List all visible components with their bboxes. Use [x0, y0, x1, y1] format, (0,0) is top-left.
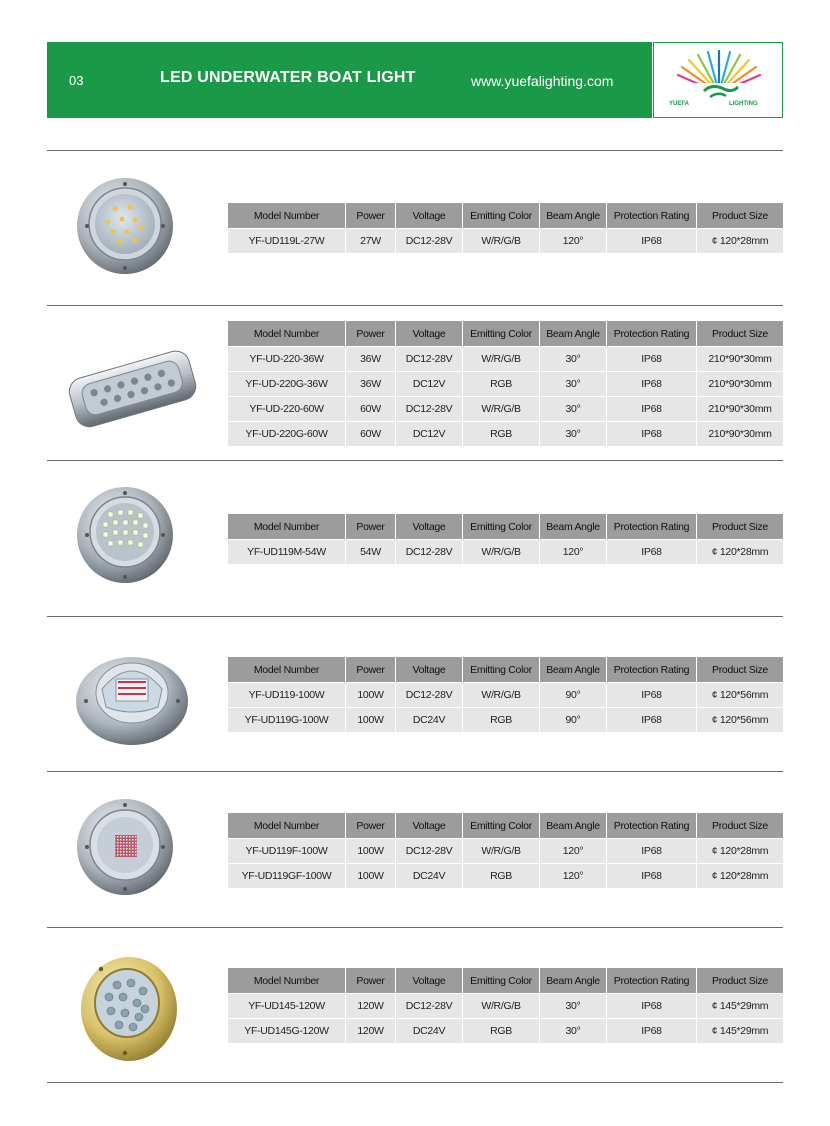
col-header: Protection Rating [607, 813, 697, 839]
cell-protection: IP68 [607, 229, 697, 254]
table-header-row [228, 321, 783, 347]
cell-model: YF-UD119F-100W [228, 839, 346, 864]
cell-voltage: DC12-28V [396, 994, 463, 1019]
table-header-row [228, 203, 783, 229]
cell-size: ¢ 145*29mm [697, 1019, 784, 1044]
cell-beam: 30° [540, 994, 607, 1019]
col-header: Beam Angle [540, 813, 607, 839]
logo-text-lighting: LIGHTING [729, 101, 758, 107]
cell-protection: IP68 [607, 540, 697, 565]
col-header: Power [346, 203, 396, 229]
cell-power: 60W [346, 397, 396, 422]
cell-model: YF-UD-220G-36W [228, 372, 346, 397]
col-header: Voltage [396, 514, 463, 540]
col-header: Model Number [228, 968, 346, 994]
cell-beam: 30° [540, 397, 607, 422]
cell-color: W/R/G/B [463, 683, 540, 708]
cell-voltage: DC12-28V [396, 229, 463, 254]
cell-voltage: DC12-28V [396, 839, 463, 864]
cell-voltage: DC24V [396, 864, 463, 889]
cell-voltage: DC12V [396, 372, 463, 397]
cell-model: YF-UD-220G-60W [228, 422, 346, 447]
cell-power: 100W [346, 839, 396, 864]
divider [47, 460, 783, 461]
col-header: Power [346, 968, 396, 994]
spec-table [228, 321, 783, 446]
cell-model: YF-UD119L-27W [228, 229, 346, 254]
col-header: Voltage [396, 321, 463, 347]
cell-size: ¢ 145*29mm [697, 994, 784, 1019]
cell-size: ¢ 120*28mm [697, 864, 784, 889]
cell-beam: 120° [540, 839, 607, 864]
cell-beam: 90° [540, 683, 607, 708]
divider [47, 150, 783, 151]
cell-model: YF-UD119GF-100W [228, 864, 346, 889]
product-image-ud119f [75, 797, 175, 897]
table-row [228, 1019, 783, 1044]
table-header-row [228, 657, 783, 683]
cell-protection: IP68 [607, 839, 697, 864]
cell-size: 210*90*30mm [697, 422, 784, 447]
col-header: Protection Rating [607, 514, 697, 540]
cell-protection: IP68 [607, 994, 697, 1019]
cell-power: 60W [346, 422, 396, 447]
col-header: Power [346, 657, 396, 683]
page-number: 03 [69, 73, 84, 88]
cell-power: 100W [346, 708, 396, 733]
cell-protection: IP68 [607, 422, 697, 447]
cell-voltage: DC12V [396, 422, 463, 447]
logo-text-yuefa: YUEFA [669, 101, 690, 107]
col-header: Beam Angle [540, 968, 607, 994]
cell-size: 210*90*30mm [697, 397, 784, 422]
cell-voltage: DC12-28V [396, 347, 463, 372]
cell-power: 120W [346, 994, 396, 1019]
cell-power: 120W [346, 1019, 396, 1044]
cell-color: RGB [463, 708, 540, 733]
brand-logo [653, 42, 783, 118]
col-header: Voltage [396, 657, 463, 683]
cell-power: 100W [346, 864, 396, 889]
cell-protection: IP68 [607, 864, 697, 889]
cell-model: YF-UD145-120W [228, 994, 346, 1019]
col-header: Power [346, 813, 396, 839]
cell-voltage: DC12-28V [396, 397, 463, 422]
cell-color: RGB [463, 372, 540, 397]
divider [47, 771, 783, 772]
table-row [228, 372, 783, 397]
cell-power: 54W [346, 540, 396, 565]
cell-protection: IP68 [607, 397, 697, 422]
col-header: Product Size [697, 321, 784, 347]
table-header-row [228, 968, 783, 994]
spec-table [228, 968, 783, 1043]
col-header: Product Size [697, 203, 784, 229]
table-row [228, 422, 783, 447]
spec-table [228, 657, 783, 732]
cell-power: 36W [346, 347, 396, 372]
cell-protection: IP68 [607, 683, 697, 708]
cell-beam: 120° [540, 864, 607, 889]
cell-power: 36W [346, 372, 396, 397]
cell-size: ¢ 120*56mm [697, 708, 784, 733]
cell-protection: IP68 [607, 347, 697, 372]
col-header: Model Number [228, 514, 346, 540]
page-title: LED UNDERWATER BOAT LIGHT [160, 69, 416, 86]
cell-color: RGB [463, 422, 540, 447]
product-image-ud119-100w [72, 643, 192, 748]
cell-model: YF-UD-220-36W [228, 347, 346, 372]
col-header: Beam Angle [540, 203, 607, 229]
col-header: Power [346, 514, 396, 540]
table-row [228, 229, 783, 254]
cell-color: W/R/G/B [463, 839, 540, 864]
cell-voltage: DC12-28V [396, 683, 463, 708]
cell-color: W/R/G/B [463, 994, 540, 1019]
col-header: Protection Rating [607, 657, 697, 683]
col-header: Protection Rating [607, 968, 697, 994]
cell-size: ¢ 120*28mm [697, 540, 784, 565]
divider [47, 305, 783, 306]
table-row [228, 347, 783, 372]
col-header: Model Number [228, 813, 346, 839]
col-header: Emitting Color [463, 321, 540, 347]
cell-color: W/R/G/B [463, 229, 540, 254]
col-header: Protection Rating [607, 203, 697, 229]
cell-model: YF-UD-220-60W [228, 397, 346, 422]
col-header: Model Number [228, 203, 346, 229]
col-header: Power [346, 321, 396, 347]
cell-size: ¢ 120*28mm [697, 229, 784, 254]
logo-rays-icon [654, 43, 784, 119]
col-header: Product Size [697, 813, 784, 839]
cell-beam: 30° [540, 372, 607, 397]
col-header: Emitting Color [463, 657, 540, 683]
col-header: Emitting Color [463, 203, 540, 229]
col-header: Beam Angle [540, 321, 607, 347]
col-header: Product Size [697, 514, 784, 540]
cell-model: YF-UD119-100W [228, 683, 346, 708]
spec-table [228, 514, 783, 564]
table-header-row [228, 813, 783, 839]
cell-size: ¢ 120*56mm [697, 683, 784, 708]
col-header: Beam Angle [540, 657, 607, 683]
table-row [228, 708, 783, 733]
website-url[interactable]: www.yuefalighting.com [471, 73, 614, 89]
cell-protection: IP68 [607, 372, 697, 397]
col-header: Voltage [396, 968, 463, 994]
table-row [228, 994, 783, 1019]
cell-protection: IP68 [607, 708, 697, 733]
col-header: Model Number [228, 657, 346, 683]
col-header: Voltage [396, 813, 463, 839]
table-row [228, 397, 783, 422]
table-row [228, 864, 783, 889]
cell-beam: 30° [540, 1019, 607, 1044]
table-row [228, 540, 783, 565]
col-header: Model Number [228, 321, 346, 347]
cell-size: ¢ 120*28mm [697, 839, 784, 864]
divider [47, 1082, 783, 1083]
cell-beam: 120° [540, 229, 607, 254]
cell-model: YF-UD119G-100W [228, 708, 346, 733]
cell-voltage: DC24V [396, 1019, 463, 1044]
product-image-ud119l [75, 176, 175, 276]
product-image-ud119m [75, 485, 175, 585]
divider [47, 616, 783, 617]
cell-voltage: DC12-28V [396, 540, 463, 565]
cell-size: 210*90*30mm [697, 347, 784, 372]
cell-beam: 90° [540, 708, 607, 733]
product-image-ud145 [79, 955, 179, 1063]
cell-beam: 30° [540, 347, 607, 372]
divider [47, 927, 783, 928]
product-image-ud220 [62, 332, 202, 442]
col-header: Emitting Color [463, 514, 540, 540]
cell-model: YF-UD145G-120W [228, 1019, 346, 1044]
cell-model: YF-UD119M-54W [228, 540, 346, 565]
col-header: Beam Angle [540, 514, 607, 540]
spec-table [228, 813, 783, 888]
table-row [228, 839, 783, 864]
cell-beam: 30° [540, 422, 607, 447]
col-header: Product Size [697, 657, 784, 683]
cell-color: W/R/G/B [463, 347, 540, 372]
cell-size: 210*90*30mm [697, 372, 784, 397]
cell-color: W/R/G/B [463, 540, 540, 565]
col-header: Product Size [697, 968, 784, 994]
col-header: Protection Rating [607, 321, 697, 347]
table-row [228, 683, 783, 708]
cell-beam: 120° [540, 540, 607, 565]
col-header: Emitting Color [463, 813, 540, 839]
table-header-row [228, 514, 783, 540]
cell-power: 100W [346, 683, 396, 708]
col-header: Voltage [396, 203, 463, 229]
cell-color: RGB [463, 864, 540, 889]
cell-protection: IP68 [607, 1019, 697, 1044]
col-header: Emitting Color [463, 968, 540, 994]
spec-table [228, 203, 783, 253]
cell-color: W/R/G/B [463, 397, 540, 422]
cell-color: RGB [463, 1019, 540, 1044]
cell-voltage: DC24V [396, 708, 463, 733]
cell-power: 27W [346, 229, 396, 254]
header-banner [47, 42, 652, 118]
